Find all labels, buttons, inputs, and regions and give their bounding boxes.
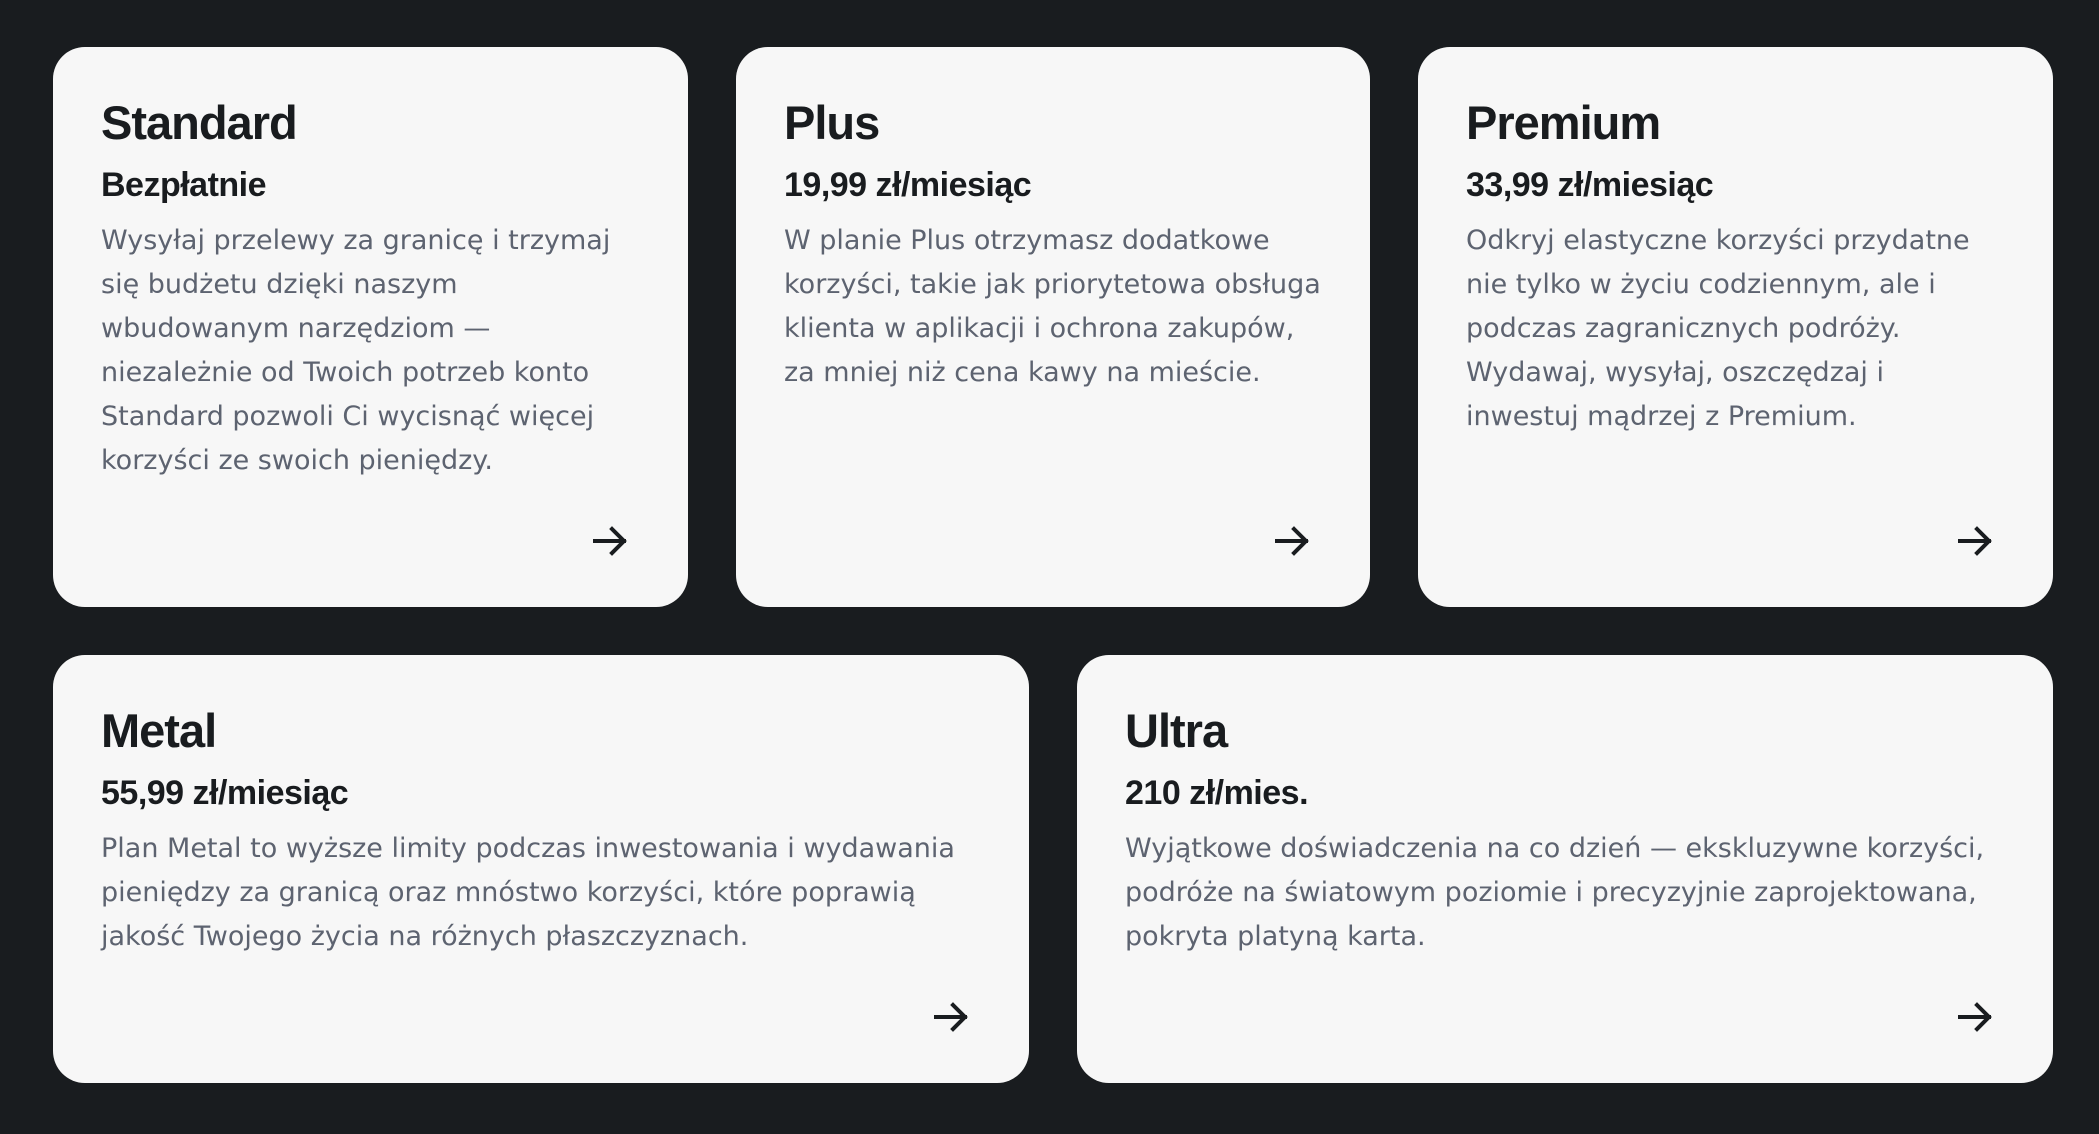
arrow-right-icon[interactable] <box>1955 997 1995 1037</box>
plan-name: Ultra <box>1125 704 1228 757</box>
arrow-right-icon[interactable] <box>590 521 630 561</box>
plan-card-premium[interactable] <box>1418 47 2053 607</box>
plan-card-metal[interactable] <box>53 655 1029 1083</box>
plan-card-plus[interactable] <box>736 47 1370 607</box>
plan-name: Plus <box>784 96 880 149</box>
plan-description: W planie Plus otrzymasz dodatkowe korzyści, takie jak priorytetowa obsługa klienta w aplikacji i ochrona zakupów, za mniej niż cena kawy na mieście. <box>784 225 1321 388</box>
arrow-right-icon[interactable] <box>931 997 971 1037</box>
plan-card-standard[interactable] <box>53 47 688 607</box>
plan-description: Plan Metal to wyższe limity podczas inwestowania i wydawania pieniędzy za granicą oraz mnóstwo korzyści, które poprawią jakość Twojego życia na różnych płaszczyznach. <box>101 833 955 952</box>
plan-price: 210 zł/mies. <box>1125 774 1309 812</box>
plan-name: Metal <box>101 704 217 757</box>
plan-card-ultra[interactable] <box>1077 655 2053 1083</box>
arrow-right-icon[interactable] <box>1955 521 1995 561</box>
plan-description: Odkryj elastyczne korzyści przydatne nie tylko w życiu codziennym, ale i podczas zagranicznych podróży. Wydawaj, wysyłaj, oszczędzaj i inwestuj mądrzej z Premium. <box>1466 225 1970 432</box>
plan-price: 55,99 zł/miesiąc <box>101 774 349 812</box>
plan-name: Premium <box>1466 96 1661 149</box>
plan-price: Bezpłatnie <box>101 166 267 204</box>
plan-name: Standard <box>101 96 297 149</box>
plan-description: Wyjątkowe doświadczenia na co dzień — ekskluzywne korzyści, podróże na światowym poziomie i precyzyjnie zaprojektowana, pokryta platyną karta. <box>1125 833 1985 952</box>
plan-price: 33,99 zł/miesiąc <box>1466 166 1714 204</box>
plan-description: Wysyłaj przelewy za granicę i trzymaj się budżetu dzięki naszym wbudowanym narzędziom — niezależnie od Twoich potrzeb konto Standard pozwoli Ci wycisnąć więcej korzyści ze swoich pieniędzy. <box>101 225 611 476</box>
plan-price: 19,99 zł/miesiąc <box>784 166 1032 204</box>
arrow-right-icon[interactable] <box>1272 521 1312 561</box>
